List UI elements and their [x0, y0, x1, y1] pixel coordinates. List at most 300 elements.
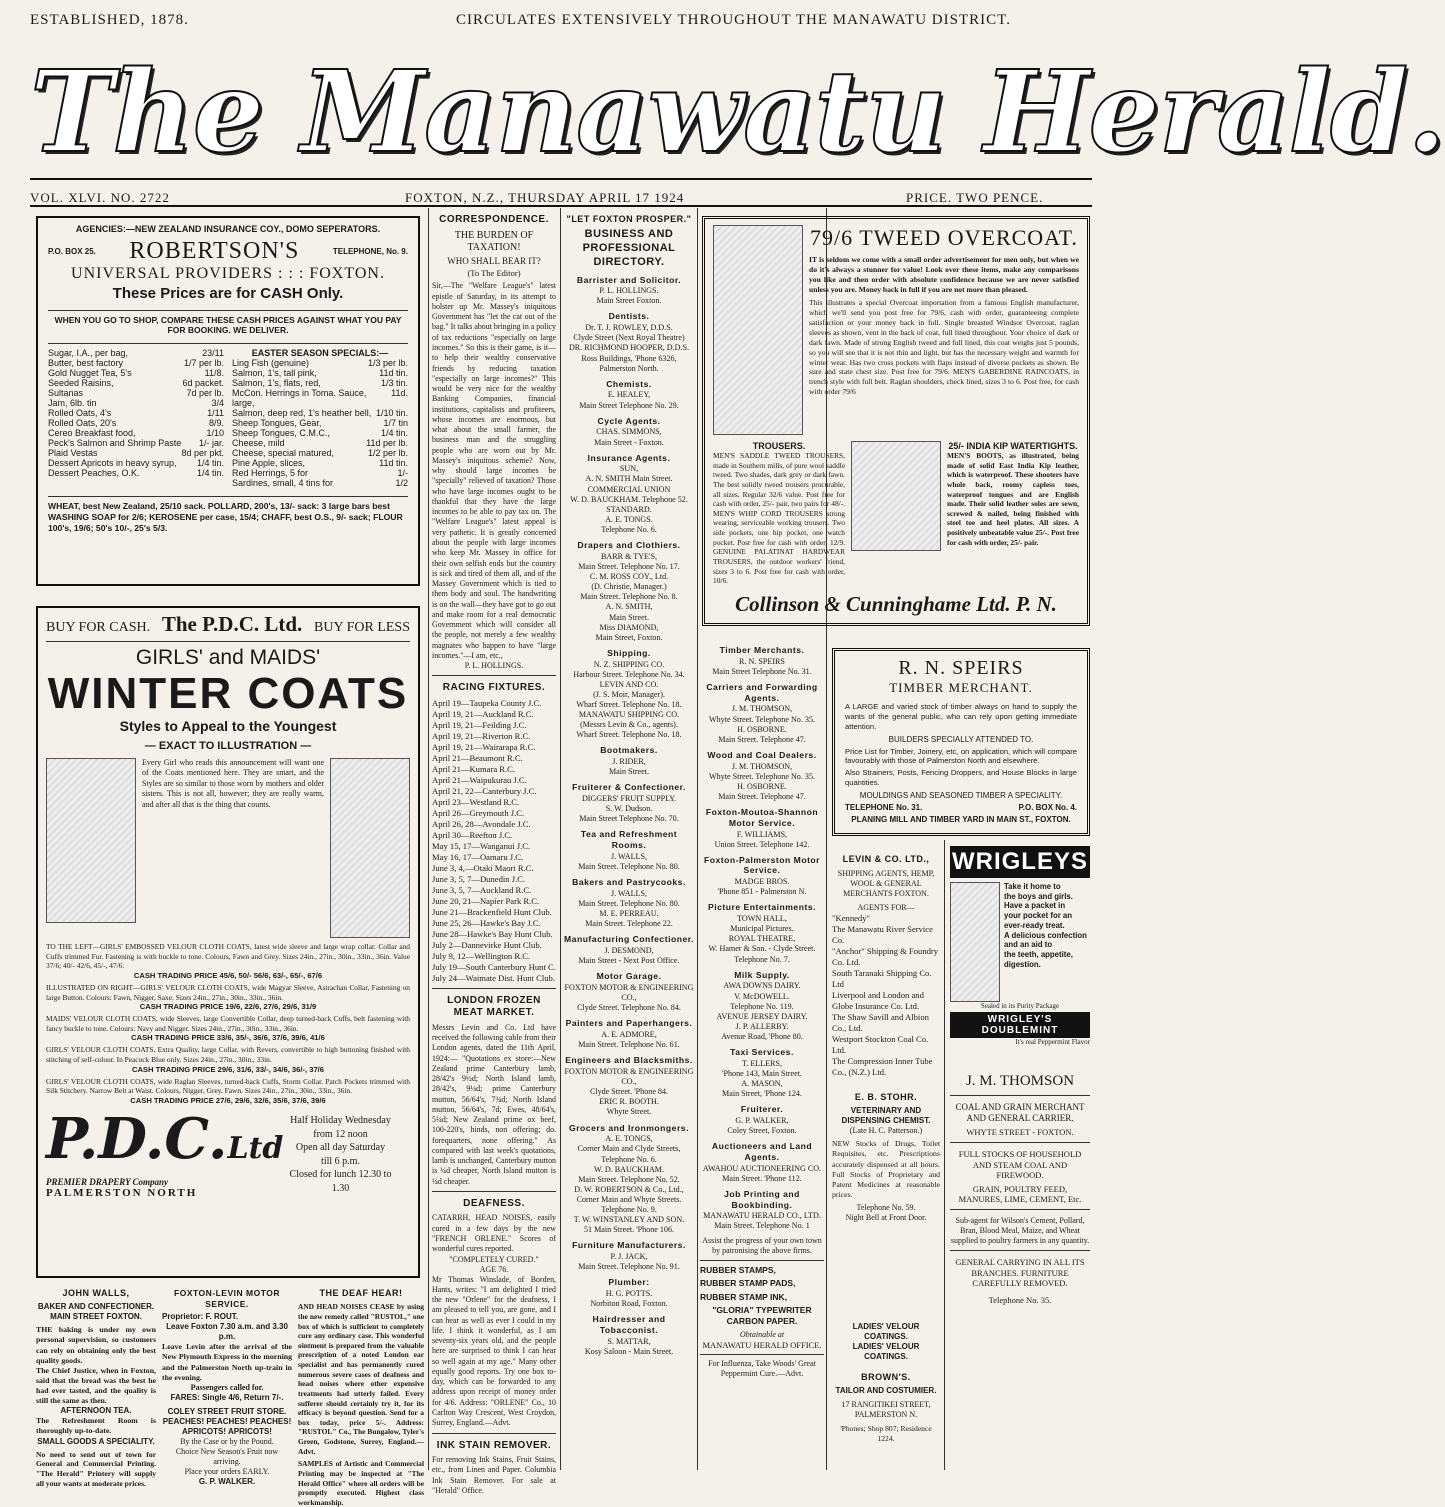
directory-line: S. MATTAR,: [607, 1336, 651, 1346]
directory-category: Grocers and Ironmongers.: [569, 1122, 689, 1133]
price-row: [232, 418, 408, 428]
pdc-girls-maids: GIRLS' and MAIDS': [135, 646, 321, 669]
price-row: [232, 408, 408, 418]
motor-text: Leave Levin after the arrival of the New Plymouth Express in the morning and the Palmerston North up-train in the evening.: [162, 1342, 292, 1382]
peaches-line: PEACHES! PEACHES! PEACHES!: [162, 1416, 292, 1426]
directory-category: Barrister and Solicitor.: [576, 274, 682, 285]
directory-line: Main Street.: [608, 767, 649, 777]
pdc-top-name: The P.D.C. Ltd.: [161, 612, 303, 636]
boot-illustration: [851, 441, 941, 551]
price-item-name: Sardines, small, 4 tins for: [232, 478, 334, 488]
speirs-tel: TELEPHONE No. 31.: [845, 803, 923, 813]
merchant-line: Main Street. Telephone 47.: [718, 791, 806, 801]
directory-line: A. E. TONGS.: [605, 514, 653, 524]
price-item-value: 1/7 tin: [383, 418, 408, 428]
racing-fixture: July 9, 12—Wellington R.C.: [432, 950, 531, 961]
wrigleys-line: the teeth, appetite, digestion.: [1004, 950, 1073, 969]
walls-street: MAIN STREET FOXTON.: [50, 1312, 142, 1322]
racing-fixture: June 3, 5, 7—Dunedin J.C.: [432, 873, 526, 884]
pdc-item-text: GIRLS' VELOUR CLOTH COATS, wide Raglan Sleeves, turned-back Cuffs, Storm Collar. Patch Pockets trimmed with Silk Stitchery. Narrow Belt at Waist. Colours, Nigger, Grey, Fawn. Sizes 24in., 27in., 30in., 33in., 36in.: [46, 1076, 410, 1096]
racing-fixture: April 19, 21—Feilding J.C.: [432, 719, 527, 730]
letter-signature: P. L. HOLLINGS.: [464, 661, 524, 671]
directory-line: A. N. SMITH,: [605, 602, 653, 612]
merchant-line: 'Phone 851 - Palmerston N.: [717, 887, 807, 897]
place-orders-line: Place your orders EARLY.: [184, 1466, 270, 1476]
robertsons-footer: WHEAT, best New Zealand, 25/10 sack. POLLARD, 200's, 13/- sack: 3 large bars best WASHING SOAP for 2/6; KEROSENE per case, 15/4; CHAFF, best O.S., 9/- sack; FLOUR 100's, 19/6; 50's 10/-, 25's 5/3.: [48, 501, 403, 534]
directory-line: N. Z. SHIPPING CO.: [593, 659, 665, 669]
john-walls-ad: [36, 1280, 156, 1489]
directory-line: DR. RICHMOND HOOPER, D.D.S.: [568, 343, 690, 353]
price-row: [232, 478, 408, 488]
price-item-name: Seeded Raisins,: [48, 378, 114, 388]
directory-category: Dentists.: [608, 311, 650, 322]
walls-trade: BAKER AND CONFECTIONER.: [37, 1302, 155, 1312]
merchant-line: MANAWATU HERALD CO., LTD.: [703, 1211, 821, 1221]
racing-list: [432, 698, 556, 984]
price-item-name: Dessert Apricots in heavy syrup,: [48, 458, 177, 468]
directory-line: H. G. POTTS.: [605, 1289, 653, 1299]
price-row: [232, 358, 408, 368]
pdc-logo: [46, 1105, 284, 1199]
girl-coat-illustration-left: [46, 758, 136, 923]
directory-line: M. E. PERREAU.: [599, 909, 659, 919]
wrigleys-sealed: Sealed in its Purity Package: [980, 1002, 1060, 1010]
price-item-name: Dessert Peaches, O.K.: [48, 468, 140, 478]
racing-fixture: July 24—Waimate Dist. Hunt Club.: [432, 972, 555, 983]
price-item-value: 1/-: [397, 468, 408, 478]
rubber-stamp-line: RUBBER STAMP INK,: [700, 1291, 788, 1302]
wrigleys-pack: WRIGLEY'S DOUBLEMINT: [950, 1012, 1090, 1038]
apricots-line: APRICOTS! APRICOTS!: [182, 1426, 272, 1436]
price-item-name: Sheep Tongues, Gear,: [232, 418, 322, 428]
wrigleys-line: Have a packet in: [1004, 901, 1066, 911]
masthead-title: The Manawatu Herald.: [30, 47, 1445, 178]
overcoat-illustration: [713, 225, 803, 435]
walker-sign: G. P. WALKER.: [198, 1476, 256, 1486]
merchant-line: Coley Street, Foxton.: [727, 1126, 797, 1136]
pdc-exact: — EXACT TO ILLUSTRATION —: [144, 740, 312, 752]
levin-agency: "Anchor" Shipping & Foundry Co. Ltd.: [832, 946, 939, 968]
stohr-ad: [832, 1086, 940, 1256]
directory-line: Main Street Foxton.: [596, 296, 662, 306]
deaf-hear-ad: [298, 1280, 424, 1507]
speirs-p1: A LARGE and varied stock of timber always on hand to supply the wants of the general public, who can rely upon getting immediate attention.: [845, 702, 1077, 731]
price-row: [232, 378, 408, 388]
stohr-late: (Late H. C. Patterson.): [849, 1126, 923, 1136]
directory-line: Main Street. Telephone 22.: [585, 919, 673, 929]
robertsons-cash-line: These Prices are for CASH Only.: [112, 285, 344, 302]
pdc-styles: Styles to Appeal to the Youngest: [119, 718, 337, 734]
browns-street: 17 RANGITIKEI STREET,: [841, 1400, 931, 1410]
price-item-value: 3/4: [211, 398, 224, 408]
racing-fixture: June 25, 26—Hawke's Bay J.C.: [432, 917, 541, 928]
directory-line: (Messrs Levin & Co., agents).: [580, 720, 678, 730]
racing-fixture: April 26—Greymouth J.C.: [432, 807, 525, 818]
deafness-body: CATARRH, HEAD NOISES, easily cured in a few days by the new "FRENCH ORLENE." Scores of wonderful cures reported.: [432, 1213, 556, 1254]
racing-fixture: June 20, 21—Napier Park R.C.: [432, 895, 540, 906]
pdc-logo-letters: P.D.C.: [46, 1105, 228, 1172]
ink-body: For removing Ink Stains, Fruit Stains, etc., from Linen and Paper. Columbia Ink Stain Remover. For sale at "Herald" Office.: [432, 1455, 556, 1495]
racing-fixture: April 30—Reefton J.C.: [432, 829, 513, 840]
speirs-title: TIMBER MERCHANT.: [889, 680, 1033, 695]
directory-line: Main Street. Telephone No. 80.: [578, 899, 680, 909]
boots-text: MEN'S BOOTS, as illustrated, being made of solid East India Kip leather, which is waterproof. These shooters have whole back, roomy capless toes, waterproof tongues and are English made. Their solid leather soles are sewn, screwed & nailed, being finished with steel toe and heel plates. All sizes. A positively unbeatable value 25/-. Post free for cash with order, 25/- pair.: [947, 451, 1079, 547]
wrigleys-line: Take it home to: [1004, 882, 1061, 891]
directory-line: Main Street. Telephone No. 61.: [578, 1040, 680, 1050]
merchant-line: ROYAL THEATRE,: [728, 934, 796, 944]
directory-line: STANDARD.: [606, 504, 652, 514]
price-item-name: Salmon, deep red, 1's heather bell,: [232, 408, 372, 418]
price-item-name: Rolled Oats, 20's: [48, 418, 117, 428]
price-row: [48, 398, 224, 408]
directory-line: Whyte Street.: [606, 1107, 652, 1117]
speirs-mouldings: MOULDINGS AND SEASONED TIMBER A SPECIALITY.: [859, 791, 1063, 801]
price-item-value: 11d per lb.: [366, 438, 408, 448]
column-divider: [697, 208, 698, 1470]
pdc-item-text: ILLUSTRATED ON RIGHT—GIRLS' VELOUR CLOTH COATS, wide Magyar Sleeve, Astrachan Collar, Fastening on large Button. Colours: Fawn, Nigger, Saxe. Sizes 24in., 27in., 30in., 33in., 36in.: [46, 982, 410, 1002]
merchant-category: Fruiterer.: [740, 1104, 784, 1115]
directory-line: Wharf Street. Telephone No. 18.: [576, 700, 682, 710]
browns-ad: [832, 1322, 940, 1472]
girl-coat-illustration-right: [330, 758, 410, 938]
merchant-line: AVENUE JERSEY DAIRY.: [716, 1011, 808, 1021]
price-row: [48, 348, 224, 358]
directory-line: Main Street Telephone No. 29.: [579, 400, 679, 410]
pdc-item-price: CASH TRADING PRICE 45/6, 50/- 56/6, 63/-, 65/-, 67/6: [133, 970, 323, 980]
price-item-value: 1/10: [206, 428, 224, 438]
trousers-heading: TROUSERS.: [752, 441, 806, 451]
business-directory: [564, 208, 694, 1470]
racing-fixture: June 28—Hawke's Bay Hunt Club.: [432, 928, 553, 939]
racing-fixture: July 2—Dannevirke Hunt Club.: [432, 939, 542, 950]
levin-agency-list: [832, 913, 940, 1078]
speirs-builders: BUILDERS SPECIALLY ATTENDED TO.: [888, 734, 1034, 744]
directory-line: FOXTON MOTOR & ENGINEERING CO.,: [564, 1067, 694, 1087]
merchant-line: A. MASON,: [741, 1079, 783, 1089]
wrigleys-copy: [1004, 882, 1090, 1002]
price-item-name: McCon. Herrings in Toma. Sauce, large,: [232, 388, 367, 408]
herald-office: MANAWATU HERALD OFFICE.: [702, 1339, 822, 1350]
pdc-winter-coats: WINTER COATS: [47, 669, 409, 718]
stohr-tel: Telephone No. 59.: [856, 1203, 916, 1212]
stohr-title: VETERINARY AND DISPENSING CHEMIST.: [841, 1106, 931, 1126]
price-item-name: Jam, 6lb. tin: [48, 398, 97, 408]
motor-proprietor: Proprietor: F. ROUT.: [162, 1312, 239, 1322]
directory-heading: BUSINESS AND PROFESSIONAL DIRECTORY.: [582, 228, 676, 268]
overcoat-title: 79/6 TWEED OVERCOAT.: [810, 225, 1078, 250]
wrigleys-line: ever-ready treat.: [1004, 920, 1065, 930]
directory-line: Dr. T. J. ROWLEY, D.D.S.: [585, 323, 673, 333]
issue-price: PRICE. TWO PENCE.: [906, 190, 1044, 205]
directory-line: Main Street, Foxton.: [595, 632, 663, 642]
directory-line: T. W. WINSTANLEY AND SON.: [573, 1215, 685, 1225]
column-divider: [560, 208, 561, 1470]
racing-fixture: May 16, 17—Oamaru J.C.: [432, 851, 524, 862]
levin-agency: "Kennedy": [832, 913, 871, 924]
pdc-buy-cash: BUY FOR CASH.: [46, 620, 151, 635]
pdc-intro: Every Girl who reads this announcement will want one of the Coats mentioned here. They are smart, and the Styles are so similar to those worn by mothers and older sisters. This is not all, however; they are really warm, and after all that is the thing that counts.: [142, 758, 324, 809]
directory-list: [564, 275, 694, 1358]
price-item-value: 6d packet.: [182, 378, 224, 388]
directory-line: DIGGERS' FRUIT SUPPLY.: [581, 794, 677, 804]
price-item-name: Salmon, 1's, flats, red,: [232, 378, 321, 388]
levin-agents: AGENTS FOR—: [857, 903, 915, 913]
merchant-line: Main Street Telephone No. 31.: [712, 666, 812, 676]
speirs-p2: Price List for Timber, Joinery, etc, on application, which will compare favourably with those of Palmerston North and elsewhere.: [845, 746, 1077, 766]
directory-line: MANAWATU SHIPPING CO.: [578, 710, 680, 720]
merchant-line: Whyte Street. Telephone No. 35.: [708, 714, 816, 724]
rubber-stamp-line: RUBBER STAMP PADS,: [700, 1278, 796, 1289]
racing-fixture: June 21—Brackenfield Hunt Club.: [432, 906, 552, 917]
motor-leave: Leave Foxton 7.30 a.m. and 3.30 p.m.: [166, 1322, 288, 1342]
robertsons-ad: [36, 216, 420, 586]
price-item-name: Cereo Breakfast food,: [48, 428, 136, 438]
racing-fixture: April 21—Kumara R.C.: [432, 763, 516, 774]
merchant-line: J. M. THOMSON,: [731, 761, 793, 771]
merchant-category: Foxton-Palmerston Motor Service.: [703, 854, 821, 876]
speirs-p3: Also Strainers, Posts, Fencing Droppers, and House Blocks in large quantities.: [845, 768, 1077, 788]
boots-heading: 25/- INDIA KIP WATERTIGHTS.: [948, 441, 1078, 451]
directory-line: E. HEALEY,: [607, 390, 651, 400]
price-item-name: Sheep Tongues, C.M.C.,: [232, 428, 330, 438]
pdc-items: [46, 942, 410, 1105]
obtainable-at: Obtainable at: [739, 1329, 785, 1339]
merchant-line: Main Street. Telephone No. 1: [714, 1221, 810, 1231]
merchant-line: 'Phone 143, Main Street.: [722, 1068, 802, 1078]
price-row: [48, 438, 224, 448]
stohr-night: Night Bell at Front Door.: [845, 1213, 927, 1222]
price-item-name: Plaid Vestas: [48, 448, 98, 458]
robertsons-agencies: AGENCIES:—NEW ZEALAND INSURANCE COY., DOMO SEPERATORS.: [75, 224, 381, 234]
price-item-value: 1/11: [207, 408, 224, 418]
price-row: [232, 458, 408, 468]
directory-line: Ross Buildings, 'Phone 6326, Palmerston North.: [581, 353, 677, 373]
directory-line: P. L. HOLLINGS.: [599, 286, 659, 296]
walls-p1: THE baking is under my own personal supervision, so customers can rely on obtaining only the best quality goods.: [36, 1325, 156, 1365]
robertsons-telephone: TELEPHONE, No. 9.: [332, 247, 408, 256]
price-row: [232, 448, 408, 458]
rubber-stamp-line: RUBBER STAMPS,: [700, 1264, 776, 1275]
price-column-right: [232, 348, 408, 488]
directory-line: J. DESMOND,: [604, 946, 654, 956]
overcoat-p2: This illustrates a special Overcoat importation from a famous English manufacturer, which we'll send you post free for 79/6, cash with order, guaranteeing complete satisfaction or your money back in full. Single breasted Windsor Overcoat, raglan sleeves as shown, vent in the back of coat, full lined throughout. Your choice of dark or dark fawn. Made of strong English tweed and full lined, this coat weighs just 5 pounds, so you will see that it is not thin and light, but has the necessary weight and warmth for winter wear. Has two cross pockets with flaps instead of diverse pockets as shown. Be sure and state chest size. Post free for 79/6. MEN'S GABERDINE RAINCOATS, in trench style with full belt. Raglan shoulders, check lined, sizes 3 to 6. Post free, for cash with order 79/6: [809, 298, 1079, 397]
browns-town: PALMERSTON N.: [854, 1410, 918, 1420]
directory-line: Miss DIAMOND,: [599, 622, 659, 632]
merchant-line: TOWN HALL,: [737, 914, 787, 924]
racing-fixture: June 3, 5, 7—Auckland R.C.: [432, 884, 532, 895]
column-divider: [944, 840, 945, 1470]
directory-category: Cycle Agents.: [597, 415, 661, 426]
browns-name: BROWN'S.: [861, 1372, 911, 1382]
directory-line: Main Street - Foxton.: [594, 437, 664, 447]
merchant-line: T. ELLERS,: [741, 1058, 783, 1068]
stohr-name: E. B. STOHR.: [854, 1092, 918, 1102]
price-item-name: Peck's Salmon and Shrimp Paste: [48, 438, 182, 448]
merchant-category: Job Printing and Bookbinding.: [724, 1188, 800, 1210]
to-the-editor: (To The Editor): [467, 267, 521, 278]
deaf-samples: SAMPLES of Artistic and Commercial Printing may be inspected at "The Herald Office" where all orders will be promptly executed. Highest class workmanship.: [298, 1459, 424, 1507]
robertsons-price-list: [48, 348, 408, 488]
directory-line: Corner Main and Whyte Streets.: [576, 1194, 682, 1204]
price-item-value: 11d.: [391, 388, 408, 398]
deafness-age: AGE 76.: [479, 1264, 509, 1274]
directory-line: Clyde Street. Telephone No. 84.: [577, 1003, 681, 1013]
choice-line: Choice New Season's Fruit now arriving.: [175, 1446, 279, 1466]
meat-heading: LONDON FROZEN MEAT MARKET.: [447, 994, 541, 1019]
price-row: [48, 378, 224, 388]
correspondence-column: [432, 208, 556, 1495]
deafness-cured: "COMPLETELY CURED.": [449, 1254, 539, 1264]
speirs-name: R. N. SPEIRS: [898, 657, 1024, 679]
walls-afternoon: AFTERNOON TEA.: [60, 1406, 132, 1416]
collinson-logo: Collinson & Cunninghame Ltd. P. N.: [735, 592, 1057, 616]
price-item-value: 1/2: [395, 478, 408, 488]
ink-heading: INK STAIN REMOVER.: [436, 1439, 552, 1451]
directory-line: (J. S. Moir, Manager).: [593, 689, 665, 699]
coatings-line-1: LADIES' VELOUR COATINGS.: [852, 1322, 920, 1341]
directory-category: Chemists.: [606, 378, 652, 389]
price-row: [232, 428, 408, 438]
racing-fixture: April 19, 21—Wairarapa R.C.: [432, 741, 536, 752]
merchant-line: AWA DOWNS DAIRY.: [723, 981, 801, 991]
pdc-item-text: MAIDS' VELOUR CLOTH COATS, wide Sleeves, large Convertible Collar, deep turned-back Cuffs, belt fastening with fancy buckle to tone. Colours: Navy and Nigger. Sizes 24in., 27in., 30in., 33in., 36in.: [46, 1014, 410, 1033]
directory-category: Fruiterer & Confectioner.: [572, 782, 686, 793]
levin-shipping: SHIPPING AGENTS, HEMP, WOOL & GENERAL MERCHANTS FOXTON.: [837, 869, 935, 899]
price-item-value: 7d per lb.: [186, 388, 224, 398]
wrigleys-line: the boys and girls.: [1004, 891, 1073, 901]
racing-fixture: April 19, 21—Auckland R.C.: [432, 708, 534, 719]
levin-agency: The Shaw Savill and Albion Co., Ltd.: [832, 1012, 929, 1034]
pdc-item-price: CASH TRADING PRICE 33/6, 35/-, 36/6, 37/6, 39/6, 41/6: [131, 1033, 325, 1043]
robertsons-po-box: P.O. BOX 25.: [48, 247, 96, 256]
directory-line: (D. Christie, Manager.): [591, 582, 667, 592]
directory-category: Shipping.: [607, 647, 651, 658]
established-line: ESTABLISHED, 1878.: [30, 12, 189, 28]
price-item-value: 23/11: [202, 348, 224, 358]
wrigleys-real: It's real Peppermint Flavor: [1015, 1038, 1090, 1046]
assist-line: Assist the progress of your own town by patronising the above firms.: [702, 1235, 822, 1255]
merchant-line: Whyte Street. Telephone No. 35.: [708, 771, 816, 781]
merchant-line: H. OSBORNE.: [737, 724, 787, 734]
directory-line: Wharf Street. Telephone No. 18.: [576, 730, 682, 740]
racing-fixture: April 23—Westland R.C.: [432, 796, 520, 807]
merchant-line: Municipal Pictures.: [730, 924, 794, 934]
robertsons-name: ROBERTSON'S: [129, 238, 300, 264]
price-row: [232, 468, 408, 478]
issue-date: FOXTON, N.Z., THURSDAY APRIL 17 1924: [405, 190, 685, 205]
robertsons-universal: UNIVERSAL PROVIDERS : : : FOXTON.: [71, 265, 385, 282]
thomson-stocks: FULL STOCKS OF HOUSEHOLD AND STEAM COAL AND FIREWOOD.: [958, 1148, 1082, 1181]
racing-fixture: July 19—South Canterbury Hunt C.: [432, 961, 556, 972]
directory-line: Main Street. Telephone No. 80.: [578, 862, 680, 872]
directory-line: Kosy Saloon - Main Street.: [584, 1346, 674, 1356]
directory-line: Norbiton Road, Foxton.: [590, 1299, 668, 1309]
merchant-line: MADGE BROS.: [734, 877, 790, 887]
thomson-carrying: GENERAL CARRYING IN ALL ITS BRANCHES. FURNITURE CAREFULLY REMOVED.: [955, 1257, 1085, 1289]
by-case-line: By the Case or by the Pound.: [180, 1436, 274, 1446]
price-item-name: Sugar, I.A., per bag,: [48, 348, 129, 358]
directory-line: SUN,: [619, 464, 639, 474]
taxation-title: THE BURDEN OF TAXATION!: [454, 229, 534, 253]
motor-title: FOXTON-LEVIN MOTOR SERVICE.: [174, 1288, 280, 1309]
merchant-category: Foxton-Moutoa-Shannon Motor Service.: [705, 807, 819, 828]
racing-fixture: April 21, 22—Canterbury J.C.: [432, 785, 537, 796]
directory-category: Furniture Manufacturers.: [572, 1240, 686, 1251]
levin-agency: Westport Stockton Coal Co. Ltd.: [832, 1034, 929, 1056]
directory-line: Telephone No. 6.: [601, 1154, 657, 1164]
price-row: [48, 448, 224, 458]
motor-passengers: Passengers called for.: [190, 1382, 264, 1392]
overcoat-ad: [702, 216, 1090, 626]
directory-category: Bakers and Pastrycooks.: [572, 877, 686, 888]
taxation-subtitle: WHO SHALL BEAR IT?: [447, 255, 541, 266]
directory-category: Plumber:: [608, 1277, 650, 1288]
volume-number: VOL. XLVI. NO. 2722: [30, 190, 170, 205]
directory-line: Harbour Street. Telephone No. 34.: [573, 669, 685, 679]
directory-line: Clyde Street. 'Phone 84.: [589, 1087, 669, 1097]
walls-p3: The Refreshment Room is thoroughly up-to-date.: [36, 1416, 156, 1436]
pdc-item-text: GIRLS' VELOUR CLOTH COATS, Extra Quality, large Collar, with Revers, convertible to high buttoning finished with stitching of self-colour. In Peacock Blue only. Sizes 24in., 27in., 30in., 33in.: [46, 1045, 410, 1064]
thomson-ad: [950, 1052, 1090, 1470]
deaf-title: THE DEAF HEAR!: [319, 1288, 403, 1298]
directory-line: Corner Main and Clyde Streets,: [577, 1144, 681, 1154]
pdc-item-text: TO THE LEFT—GIRLS' EMBOSSED VELOUR CLOTH COATS, latest wide sleeve and large wrap collar. Collar and Cuffs trimmed Fur. Fastening is with buckle to tone. Colours, Fawn and Grey. Sizes 24in., 27in., 30in., 33in., 36in. Value 37/6; 40/- 42/6, 45/-, 47/6.: [46, 942, 410, 971]
deaf-text: AND HEAD NOISES CEASE by using the new remedy called "RUSTOL," one box of which is sufficient to completely cure any ordinary case. This wonderful ointment is prepared from the valuable prescription of a noted London ear specialist and has permanently cured numerous severe cases of deafness and head noises where other expensive treatments had utterly failed. Every sufferer should certainly try it, for its efficacy is beyond question. Send for a box today, price 5/-. Address: "RUSTOL" Co., The Bungalow, Tyler's Green, Godstone, Surrey, England.—Advt.: [298, 1302, 424, 1456]
price-row: [232, 438, 408, 448]
directory-category: Hairdresser and Tobacconist.: [592, 1314, 666, 1336]
child-illustration: [950, 882, 1000, 1002]
directory-line: J. WALLS,: [610, 888, 648, 898]
price-item-name: Cheese, special matured,: [232, 448, 335, 458]
thomson-grain: GRAIN, POULTRY FEED, MANURES, LIME, CEMENT, Etc.: [958, 1183, 1082, 1205]
price-item-value: 8/9.: [208, 418, 224, 428]
price-column-left: [48, 348, 224, 488]
speirs-planing: PLANING MILL AND TIMBER YARD IN MAIN ST., FOXTON.: [851, 815, 1071, 825]
merchant-line: Union Street. Telephone 142.: [714, 839, 810, 849]
racing-fixture: April 19—Taupeka County J.C.: [432, 697, 542, 708]
directory-line: S. W. Dudson.: [605, 804, 653, 814]
directory-line: A. E. TONGS,: [605, 1134, 653, 1144]
robertsons-compare: WHEN YOU GO TO SHOP, COMPARE THESE CASH PRICES AGAINST WHAT YOU PAY FOR BOOKING. WE DELIVER.: [54, 315, 402, 335]
levin-agency: The Manawatu River Service Co.: [832, 924, 933, 946]
directory-line: J. RIDER,: [612, 757, 646, 767]
deafness-heading: DEAFNESS.: [463, 1197, 525, 1209]
racing-fixture: April 21—Waipukurau J.C.: [432, 774, 527, 785]
price-item-value: 1/4 tin.: [380, 428, 408, 438]
price-row: [232, 388, 408, 408]
merchants-column: [700, 640, 824, 1476]
price-item-name: Sultanas: [48, 388, 84, 398]
coatings-line-2: LADIES' VELOUR COATINGS.: [852, 1342, 920, 1361]
directory-line: COMMERCIAL UNION: [587, 484, 671, 494]
holiday-line: Half Holiday Wednesday: [290, 1115, 391, 1127]
price-row: [48, 468, 224, 478]
merchant-line: AWAHOU AUCTIONEERING CO.: [702, 1163, 822, 1173]
price-item-value: 11d tin.: [379, 458, 408, 468]
merchant-category: Taxi Services.: [730, 1047, 794, 1058]
racing-heading: RACING FIXTURES.: [442, 682, 546, 694]
price-item-value: 11d tin.: [379, 368, 408, 378]
merchant-category: Carriers and Forwarding Agents.: [706, 681, 818, 703]
browns-title: TAILOR AND COSTUMIER.: [835, 1386, 937, 1396]
motor-fares: FARES: Single 4/6, Return 7/-.: [170, 1392, 284, 1402]
directory-line: C. M. ROSS COY., Ltd.: [589, 572, 669, 582]
price-row: [48, 358, 224, 368]
price-item-name: Ling Fish (genuine): [232, 358, 310, 368]
directory-line: ERIC R. BOOTH.: [599, 1097, 659, 1107]
merchant-line: F. WILLIAMS,: [736, 829, 788, 839]
price-item-value: 1/3 tin.: [380, 378, 408, 388]
